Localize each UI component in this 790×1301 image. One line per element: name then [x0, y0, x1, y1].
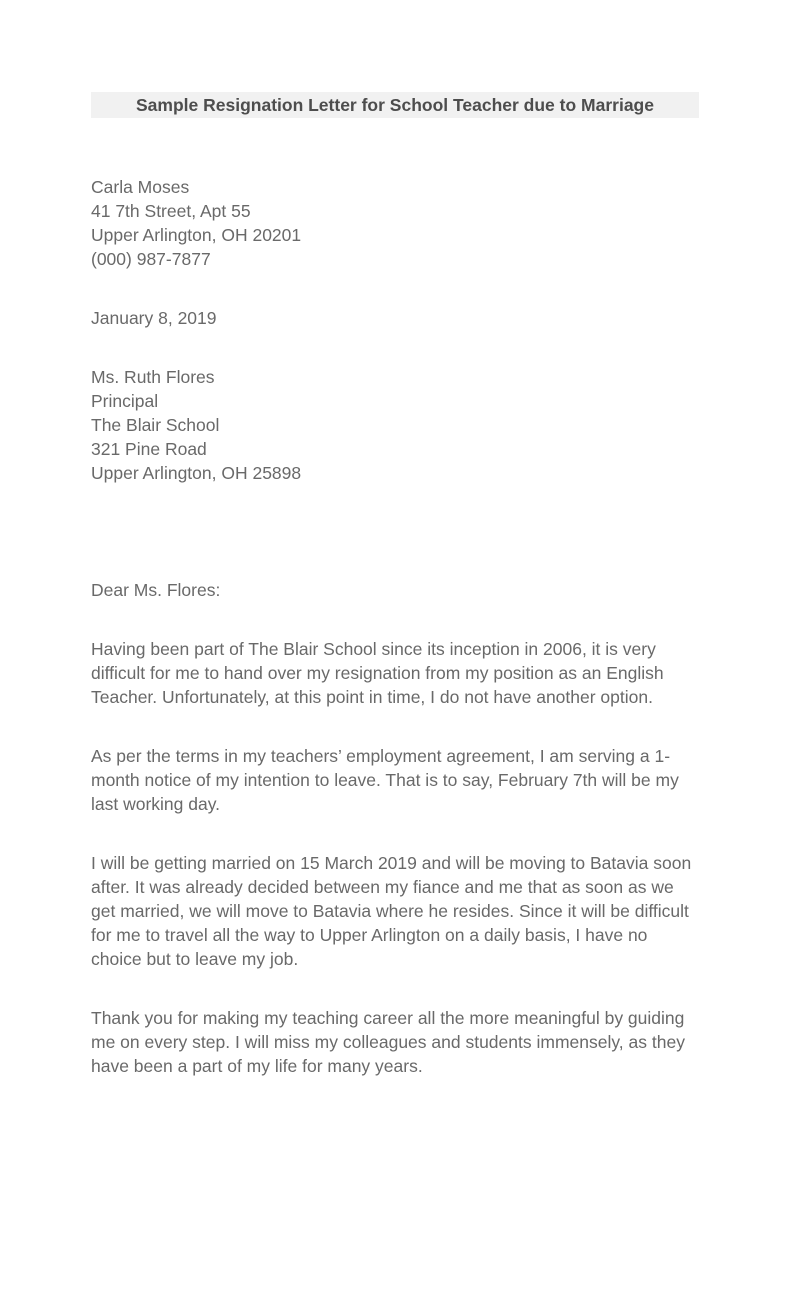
- sender-name: Carla Moses: [91, 177, 190, 197]
- body-paragraph-1: Having been part of The Blair School since its inception in 2006, it is very difficult for me to hand over my resignation from my position as an English Teacher. Unfortunately, at this point in time, I do not have another option.: [91, 639, 664, 707]
- letter-title: Sample Resignation Letter for School Teacher due to Marriage: [91, 92, 699, 118]
- body-paragraph-4: Thank you for making my teaching career all the more meaningful by guiding me on every step. I will miss my colleagues and students immensely, as they have been a part of my life for many years.: [91, 1008, 685, 1076]
- sender-street: 41 7th Street, Apt 55: [91, 201, 251, 221]
- sender-address-block: [91, 175, 699, 271]
- recipient-address-block: [91, 365, 699, 485]
- recipient-job-title: Principal: [91, 391, 159, 411]
- recipient-organization: The Blair School: [91, 415, 220, 435]
- recipient-name: Ms. Ruth Flores: [91, 367, 215, 387]
- recipient-city-state-zip: Upper Arlington, OH 25898: [91, 463, 302, 483]
- body-paragraph-3: I will be getting married on 15 March 2019 and will be moving to Batavia soon after. It was already decided between my fiance and me that as soon as we get married, we will move to Batavia where he resides. Since it will be difficult for me to travel all the way to Upper Arlington on a daily basis, I have no choice but to leave my job.: [91, 853, 692, 969]
- body-paragraph-2: As per the terms in my teachers’ employment agreement, I am serving a 1-month notice of my intention to leave. That is to say, February 7th will be my last working day.: [91, 746, 679, 814]
- sender-phone: (000) 987-7877: [91, 249, 211, 269]
- letter-date: January 8, 2019: [91, 308, 217, 328]
- salutation: Dear Ms. Flores:: [91, 580, 221, 600]
- sender-city-state-zip: Upper Arlington, OH 20201: [91, 225, 302, 245]
- letter-document: [91, 0, 699, 1078]
- recipient-street: 321 Pine Road: [91, 439, 207, 459]
